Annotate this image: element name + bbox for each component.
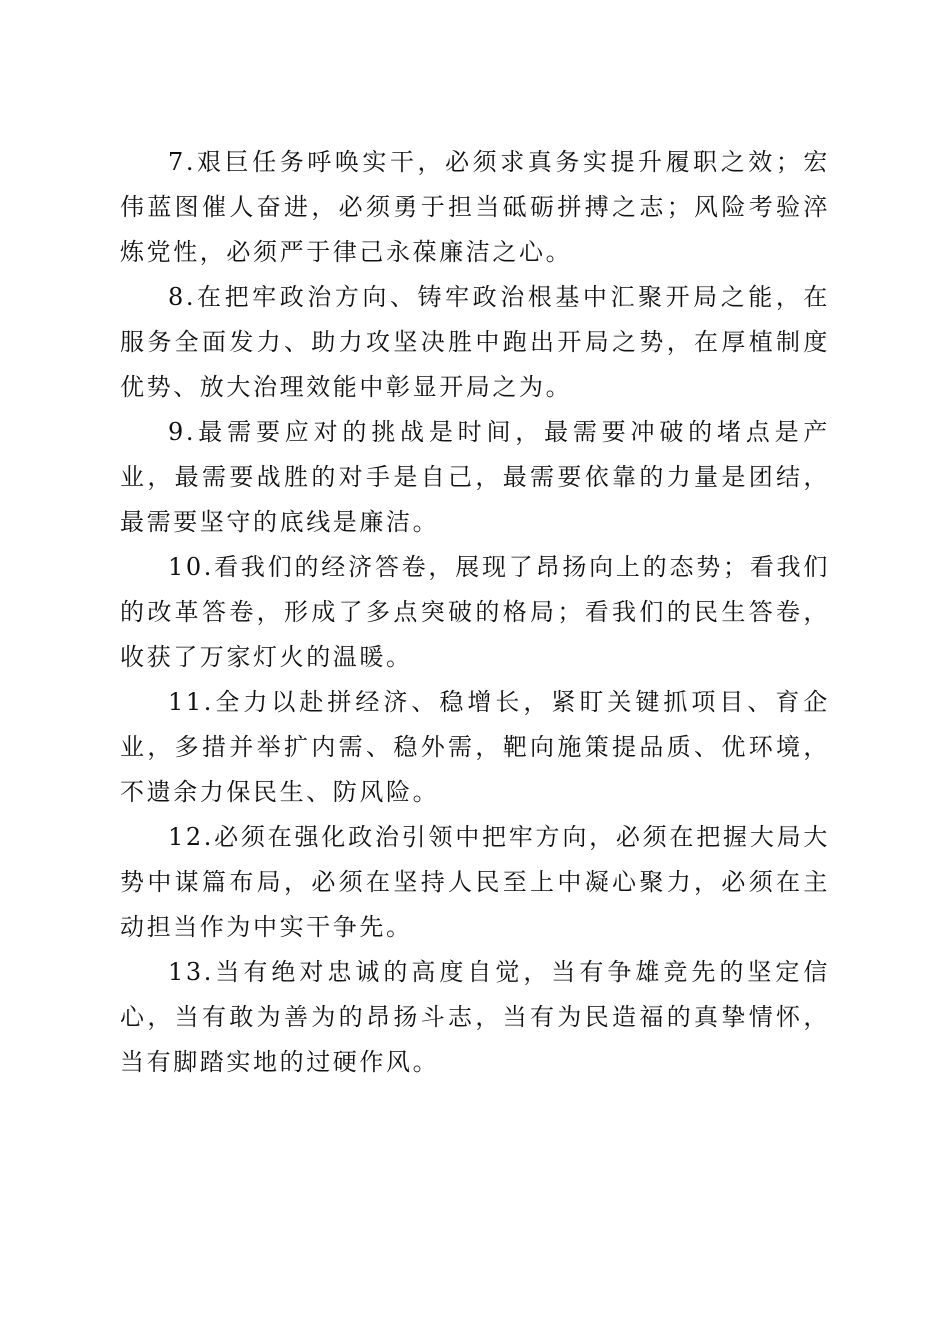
paragraph-13: 13.当有绝对忠诚的高度自觉，当有争雄竞先的坚定信心，当有敢为善为的昂扬斗志，当有为民造福的真挚情怀，当有脚踏实地的过硬作风。: [120, 958, 830, 1076]
paragraph-8: 8.在把牢政治方向、铸牢政治根基中汇聚开局之能，在服务全面发力、助力攻坚决胜中跑出开局之势，在厚植制度优势、放大治理效能中彰显开局之为。: [120, 283, 830, 401]
paragraph-11: 11.全力以赴拼经济、稳增长，紧盯关键抓项目、育企业，多措并举扩内需、稳外需，靶向施策提品质、优环境，不遗余力保民生、防风险。: [120, 688, 830, 806]
document-body: [120, 140, 830, 1085]
paragraph-9: 9.最需要应对的挑战是时间，最需要冲破的堵点是产业，最需要战胜的对手是自己，最需要依靠的力量是团结，最需要坚守的底线是廉洁。: [120, 418, 830, 536]
paragraph-7: 7.艰巨任务呼唤实干，必须求真务实提升履职之效；宏伟蓝图催人奋进，必须勇于担当砥砺拼搏之志；风险考验淬炼党性，必须严于律己永葆廉洁之心。: [120, 148, 830, 266]
paragraph-10: 10.看我们的经济答卷，展现了昂扬向上的态势；看我们的改革答卷，形成了多点突破的格局；看我们的民生答卷，收获了万家灯火的温暖。: [120, 553, 830, 671]
paragraph-12: 12.必须在强化政治引领中把牢方向，必须在把握大局大势中谋篇布局，必须在坚持人民至上中凝心聚力，必须在主动担当作为中实干争先。: [120, 823, 830, 941]
